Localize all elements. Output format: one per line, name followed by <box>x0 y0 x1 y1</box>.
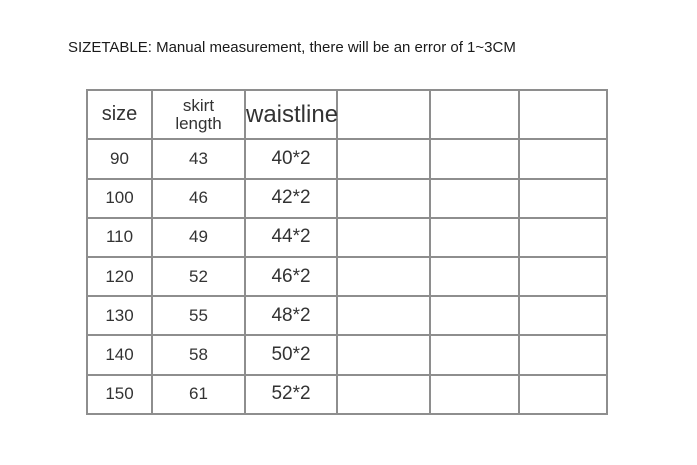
blank-cell <box>430 257 519 296</box>
blank-cell <box>337 179 430 218</box>
blank-cell <box>337 375 430 414</box>
header-waistline: waistline <box>245 90 337 139</box>
size-table <box>86 89 608 415</box>
header-blank-cell <box>337 90 430 139</box>
cell-waistline: 52*2 <box>245 375 337 414</box>
blank-cell <box>519 296 607 335</box>
cell-skirt-length: 49 <box>152 218 245 257</box>
cell-skirt-length: 43 <box>152 139 245 178</box>
cell-size: 90 <box>87 139 152 178</box>
header-skirt-length <box>152 90 245 139</box>
blank-cell <box>519 139 607 178</box>
table-header-row <box>87 90 607 139</box>
table-row <box>87 375 607 414</box>
blank-cell <box>519 335 607 374</box>
size-table-caption: SIZETABLE: Manual measurement, there will be an error of 1~3CM <box>68 39 516 56</box>
blank-cell <box>430 375 519 414</box>
blank-cell <box>337 218 430 257</box>
table-row <box>87 257 607 296</box>
cell-waistline: 40*2 <box>245 139 337 178</box>
header-skirt-length-line2: length <box>175 113 222 133</box>
blank-cell <box>519 179 607 218</box>
header-skirt-length-line1: skirt <box>182 95 215 115</box>
table-row <box>87 296 607 335</box>
table-row <box>87 218 607 257</box>
cell-waistline: 46*2 <box>245 257 337 296</box>
blank-cell <box>519 375 607 414</box>
cell-size: 140 <box>87 335 152 374</box>
blank-cell <box>337 296 430 335</box>
table-row <box>87 139 607 178</box>
cell-size: 130 <box>87 296 152 335</box>
header-blank-cell <box>430 90 519 139</box>
cell-waistline: 44*2 <box>245 218 337 257</box>
cell-size: 100 <box>87 179 152 218</box>
blank-cell <box>430 139 519 178</box>
cell-skirt-length: 61 <box>152 375 245 414</box>
cell-waistline: 50*2 <box>245 335 337 374</box>
blank-cell <box>337 335 430 374</box>
cell-skirt-length: 52 <box>152 257 245 296</box>
table-row <box>87 335 607 374</box>
table-row <box>87 179 607 218</box>
cell-skirt-length: 46 <box>152 179 245 218</box>
blank-cell <box>430 218 519 257</box>
blank-cell <box>337 257 430 296</box>
header-size: size <box>87 90 152 139</box>
blank-cell <box>519 218 607 257</box>
blank-cell <box>430 296 519 335</box>
cell-size: 120 <box>87 257 152 296</box>
cell-skirt-length: 58 <box>152 335 245 374</box>
cell-waistline: 42*2 <box>245 179 337 218</box>
blank-cell <box>519 257 607 296</box>
blank-cell <box>430 335 519 374</box>
blank-cell <box>337 139 430 178</box>
cell-size: 150 <box>87 375 152 414</box>
cell-size: 110 <box>87 218 152 257</box>
cell-skirt-length: 55 <box>152 296 245 335</box>
cell-waistline: 48*2 <box>245 296 337 335</box>
header-blank-cell <box>519 90 607 139</box>
blank-cell <box>430 179 519 218</box>
